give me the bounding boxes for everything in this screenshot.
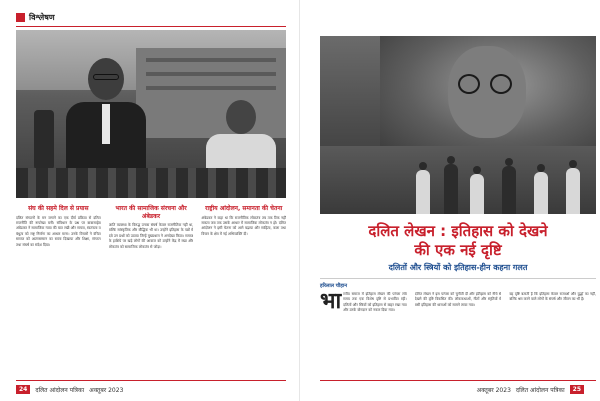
collage-photo — [320, 36, 596, 214]
column-text: दलित संगठनों के मन जगाने का एक दीर्घ प्रक्रिया से दलित राजनीति की रूपरेखा बनी। संविधान के प्रश्न पर बाबासाहेब अंबेडकर ने सामाजिक न्याय की बात रखी और समता, स्वतंत्रता व बंधुत्व को राष्ट्र निर्माण का आधार माना। उनके विचारों ने वंचित समाज को आत्मसम्मान का रास्ता दिखाया और शिक्षा, संगठन तथा संघर्ष का संदेश दिया। — [16, 215, 101, 247]
magazine-name: दलित आंदोलन पत्रिका — [515, 386, 565, 394]
historic-photo — [16, 30, 286, 198]
glasses-icon — [458, 74, 480, 94]
column-text: रतीय समाज में इतिहास लेखन की परंपरा लंबे समय तक एक विशेष दृष्टि से प्रभावित रही। दलितों और स्त्रियों को इतिहास से बाहर रखा गया और उनके योगदान को नकार दिया गया। — [343, 292, 407, 313]
photo-crowd — [16, 168, 286, 198]
section-rule — [16, 26, 286, 27]
street-figure — [416, 170, 430, 214]
author-byline: हरिलाल चौहान — [320, 283, 348, 289]
red-square-icon — [16, 13, 25, 22]
right-footer — [477, 384, 584, 395]
issue-date: अक्तूबर 2023 — [89, 386, 124, 394]
column-subhead: संघ की सहमे दिल से प्रयास — [28, 205, 89, 212]
street-scene — [320, 146, 596, 214]
right-column-2 — [415, 292, 502, 376]
street-figure — [470, 174, 484, 214]
street-figure — [502, 166, 516, 214]
left-column-2 — [109, 204, 194, 376]
footer-rule — [320, 380, 596, 381]
headline-rule — [320, 278, 596, 279]
street-figure — [534, 172, 548, 214]
right-page — [300, 0, 600, 401]
portrait-face — [448, 46, 526, 138]
issue-date: अक्तूबर 2023 — [476, 386, 511, 394]
left-column-1 — [16, 204, 101, 376]
column-subhead: भारत की सामाजिक संरचना और अंबेडकर — [115, 205, 187, 220]
right-column-1 — [320, 292, 407, 376]
headline-subtitle: दलितों और स्त्रियों को इतिहास-हीन कहना गलत — [388, 263, 528, 272]
drop-cap: भा — [320, 292, 342, 314]
magazine-name: दलित आंदोलन पत्रिका — [35, 386, 85, 394]
section-tag — [16, 12, 55, 23]
headline-line-2: की एक नई दृष्टि — [414, 241, 502, 259]
headline-block — [320, 222, 596, 273]
headline-line-1: दलित लेखन : इतिहास को देखने — [368, 222, 548, 240]
left-column-3 — [201, 204, 286, 376]
glasses-icon — [490, 74, 512, 94]
column-subhead: राष्ट्रीय आंदोलन, समानता की चेतना — [205, 205, 283, 212]
street-figure — [566, 168, 580, 214]
microphone-icon — [34, 110, 54, 170]
column-text: जाति व्यवस्था के विरुद्ध उनका संघर्ष केवल राजनीतिक नहीं था, बल्कि सांस्कृतिक और बौद्धिक भी था। उन्होंने इतिहास के पन्नों में दबे उन प्रश्नों को उठाया जिन्हें मुख्यधारा ने अनदेखा किया। समाज के हाशिये पर खड़े लोगों की आवाज को उन्होंने केंद्र में रखा और लोकतंत्र को सामाजिक लोकतंत्र से जोड़ा। — [108, 223, 194, 249]
street-figure — [444, 164, 458, 214]
left-columns — [16, 204, 286, 376]
section-label: विश्लेषण — [29, 13, 55, 22]
page-number: 24 — [16, 385, 30, 394]
column-text: दलित लेखन ने इस परंपरा को चुनौती दी और इतिहास को नीचे से देखने की दृष्टि विकसित की। लोककथाओं, गीतों और स्मृतियों में बसी इतिहास की धाराओं को सामने लाया गया। — [414, 292, 502, 307]
page-number: 25 — [570, 385, 584, 394]
right-column-3 — [509, 292, 596, 376]
left-footer — [16, 384, 123, 395]
footer-rule — [16, 380, 286, 381]
column-text: यह दृष्टि बताती है कि इतिहास केवल राजाओं और युद्धों का नहीं, बल्कि श्रम करने वाले लोगों के संघर्ष और जीवन का भी है। — [509, 292, 597, 302]
column-text: अंबेडकर ने कहा था कि राजनीतिक लोकतंत्र तब तक टिक नहीं सकता जब तक उसके आधार में सामाजिक लोकतंत्र न हो। दलित आंदोलन ने इसी चेतना को आगे बढ़ाया और साहित्य, कला तथा विचार के क्षेत्र में नई अभिव्यक्ति दी। — [201, 215, 287, 236]
right-columns — [320, 292, 596, 376]
